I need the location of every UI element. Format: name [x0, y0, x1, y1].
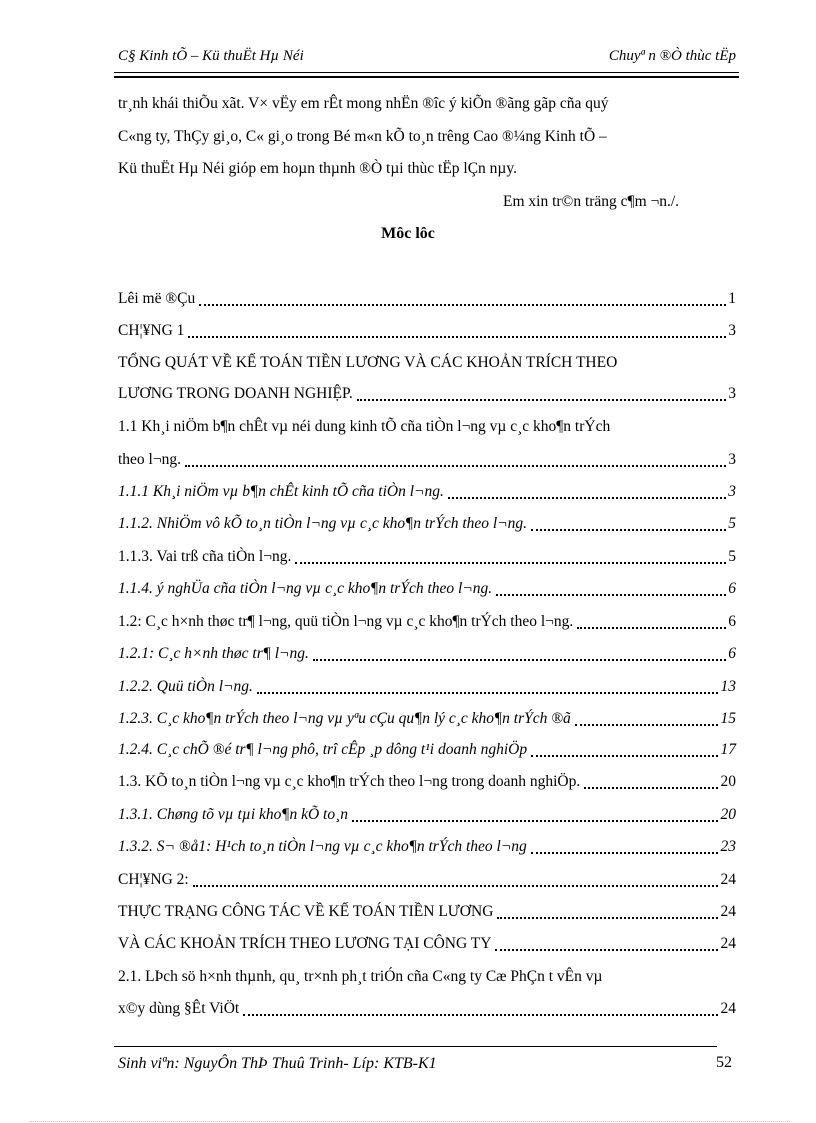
toc-page-number: 24: [720, 935, 736, 952]
toc-entry-text: 1.1 Kh¸i niÖm b¶n chÊt vµ néi dung kinh tÕ cña tiÒn l¬ng vµ c¸c kho¶n trÝch: [118, 418, 611, 435]
toc-entry-text: THỰC TRẠNG CÔNG TÁC VỀ KẾ TOÁN TIỀN LƯƠNG: [118, 903, 494, 920]
toc-entry-text: 1.2.1: C¸c h×nh thøc tr¶ l¬ng.: [118, 645, 309, 662]
toc-entry[interactable]: [118, 515, 736, 537]
toc-entry[interactable]: [118, 613, 736, 635]
toc-entry-text: 1.1.2. NhiÖm vô kÕ to¸n tiÒn l¬ng vµ c¸c kho¶n trÝch theo l¬ng.: [118, 515, 528, 532]
toc-entry[interactable]: [118, 806, 736, 828]
toc-leader-dots: [575, 724, 718, 726]
page-header: [118, 48, 736, 70]
toc-leader-dots: [295, 562, 726, 564]
toc-entry[interactable]: [118, 385, 736, 407]
header-left: C§ Kinh tÕ – Kü thuËt Hµ Néi: [118, 48, 304, 64]
toc-entry-text: LƯƠNG TRONG DOANH NGHIỆP.: [118, 385, 353, 402]
toc-entry-text: TỔNG QUÁT VỀ KẾ TOÁN TIỀN LƯƠNG VÀ CÁC KHOẢN TRÍCH THEO: [118, 354, 618, 371]
toc-leader-dots: [577, 627, 726, 629]
toc-entry[interactable]: [118, 871, 736, 893]
toc-page-number: 6: [728, 580, 736, 597]
toc-page-number: 23: [720, 838, 736, 855]
toc-entry[interactable]: [118, 645, 736, 667]
toc-leader-dots: [496, 594, 726, 596]
intro-line: Kü thuËt Hµ Néi gióp em hoµn thµnh ®Ò tµi thùc tËp lÇn nµy.: [118, 160, 517, 177]
toc-entry-text: CH¦¥NG 1: [118, 322, 185, 339]
toc-entry[interactable]: [118, 935, 736, 957]
intro-line: tr¸nh khái thiÕu xãt. V× vËy em rÊt mong nhËn ®îc ý kiÕn ®ãng gãp cña quý: [118, 95, 609, 112]
toc-entry-text: 1.3. KÕ to¸n tiÒn l¬ng vµ c¸c kho¶n trÝch theo l¬ng trong doanh nghiÖp.: [118, 773, 581, 790]
toc-entry-text: 2.1. LÞch sö h×nh thµnh, qu¸ tr×nh ph¸t triÓn cña C«ng ty Cæ PhÇn t vÊn vµ: [118, 968, 603, 985]
toc-title: Môc lôc: [381, 225, 435, 242]
header-rule: [114, 72, 739, 73]
toc-page-number: 3: [728, 322, 736, 339]
page-number: 52: [716, 1054, 732, 1071]
toc-leader-dots: [188, 336, 726, 338]
toc-page-number: 6: [728, 645, 736, 662]
toc-page-number: 6: [728, 613, 736, 630]
toc-page-number: 24: [720, 1000, 736, 1017]
intro-line: C«ng ty, ThÇy gi¸o, C« gi¸o trong Bé m«n kÕ to¸n trêng Cao ®¼ng Kinh tÕ –: [118, 128, 607, 145]
closing-line: Em xin tr©n träng c¶m ¬n./.: [503, 193, 680, 210]
toc-entry[interactable]: [118, 741, 736, 763]
toc-entry-text: 1.2: C¸c h×nh thøc tr¶ l¬ng, quü tiÒn l¬ng vµ c¸c kho¶n trÝch theo l¬ng.: [118, 613, 574, 630]
toc-leader-dots: [584, 787, 718, 789]
toc-entry-text: 1.3.1. Chøng tõ vµ tµi kho¶n kÕ to¸n: [118, 806, 349, 823]
toc-leader-dots: [497, 917, 718, 919]
toc-entry-text: 1.2.4. C¸c chÕ ®é tr¶ l¬ng phô, trî cÊp ¸p dông t¹i doanh nghiÖp: [118, 741, 528, 758]
toc-entry[interactable]: [118, 290, 736, 312]
toc-page-number: 20: [720, 773, 736, 790]
toc-leader-dots: [257, 692, 718, 694]
toc-page-number: 20: [720, 806, 736, 823]
toc-entry[interactable]: [118, 354, 736, 376]
toc-page-number: 3: [728, 385, 736, 402]
toc-entry-text: Lêi më ®Çu: [118, 290, 196, 307]
toc-entry-text: x©y dùng §Êt ViÖt: [118, 1000, 240, 1017]
toc-page-number: 24: [720, 871, 736, 888]
toc-entry[interactable]: [118, 678, 736, 700]
toc-leader-dots: [313, 659, 726, 661]
toc-page-number: 5: [728, 548, 736, 565]
toc-entry-text: 1.2.2. Quü tiÒn l¬ng.: [118, 678, 253, 695]
toc-leader-dots: [531, 529, 726, 531]
toc-entry-text: theo l¬ng.: [118, 451, 181, 468]
toc-page-number: 5: [728, 515, 736, 532]
toc-entry[interactable]: [118, 1000, 736, 1022]
toc-entry[interactable]: [118, 548, 736, 570]
toc-entry-text: CH¦¥NG 2:: [118, 871, 189, 888]
toc-entry-text: 1.3.2. S¬ ®å1: H¹ch to¸n tiÒn l¬ng vµ c¸c kho¶n trÝch theo l¬ng: [118, 838, 527, 855]
toc-page-number: 1: [728, 290, 736, 307]
toc-leader-dots: [357, 399, 726, 401]
toc-leader-dots: [352, 820, 718, 822]
toc-entry-text: 1.1.1 Kh¸i niÖm vµ b¶n chÊt kinh tÕ cña tiÒn l¬ng.: [118, 483, 444, 500]
toc-page-number: 17: [720, 741, 736, 758]
toc-entry[interactable]: [118, 418, 736, 440]
toc-entry-text: 1.1.3. Vai trß cña tiÒn l¬ng.: [118, 548, 292, 565]
toc-entry[interactable]: [118, 322, 736, 344]
toc-page-number: 24: [720, 903, 736, 920]
page-edge: [30, 1121, 790, 1122]
toc-page-number: 3: [728, 483, 736, 500]
toc-entry[interactable]: [118, 968, 736, 990]
toc-page-number: 15: [720, 710, 736, 727]
toc-entry[interactable]: [118, 773, 736, 795]
toc-entry-text: 1.1.4. ý nghÜa cña tiÒn l¬ng vµ c¸c kho¶n trÝch theo l¬ng.: [118, 580, 493, 597]
toc-leader-dots: [193, 885, 718, 887]
footer-rule: [114, 1046, 717, 1047]
toc-leader-dots: [495, 949, 718, 951]
toc-leader-dots: [243, 1014, 718, 1016]
toc-entry[interactable]: [118, 451, 736, 473]
footer-student: Sinh viªn: NguyÔn ThÞ Thuû Trinh- Líp: KTB-K1: [118, 1055, 437, 1072]
header-rule-thick: [114, 76, 739, 78]
toc-entry[interactable]: [118, 710, 736, 732]
header-right: Chuyª n ®Ò thùc tËp: [608, 48, 736, 64]
toc-entry[interactable]: [118, 903, 736, 925]
toc-page-number: 13: [720, 678, 736, 695]
toc-leader-dots: [199, 304, 726, 306]
toc-leader-dots: [448, 497, 726, 499]
toc-leader-dots: [531, 852, 718, 854]
toc-entry[interactable]: [118, 838, 736, 860]
toc-entry-text: 1.2.3. C¸c kho¶n trÝch theo l¬ng vµ yªu cÇu qu¶n lý c¸c kho¶n trÝch ®ã: [118, 710, 571, 727]
toc-leader-dots: [185, 465, 726, 467]
toc-entry[interactable]: [118, 483, 736, 505]
toc-leader-dots: [531, 755, 718, 757]
toc-entry-text: VÀ CÁC KHOẢN TRÍCH THEO LƯƠNG TẠI CÔNG TY: [118, 935, 492, 952]
toc-entry[interactable]: [118, 580, 736, 602]
toc-page-number: 3: [728, 451, 736, 468]
